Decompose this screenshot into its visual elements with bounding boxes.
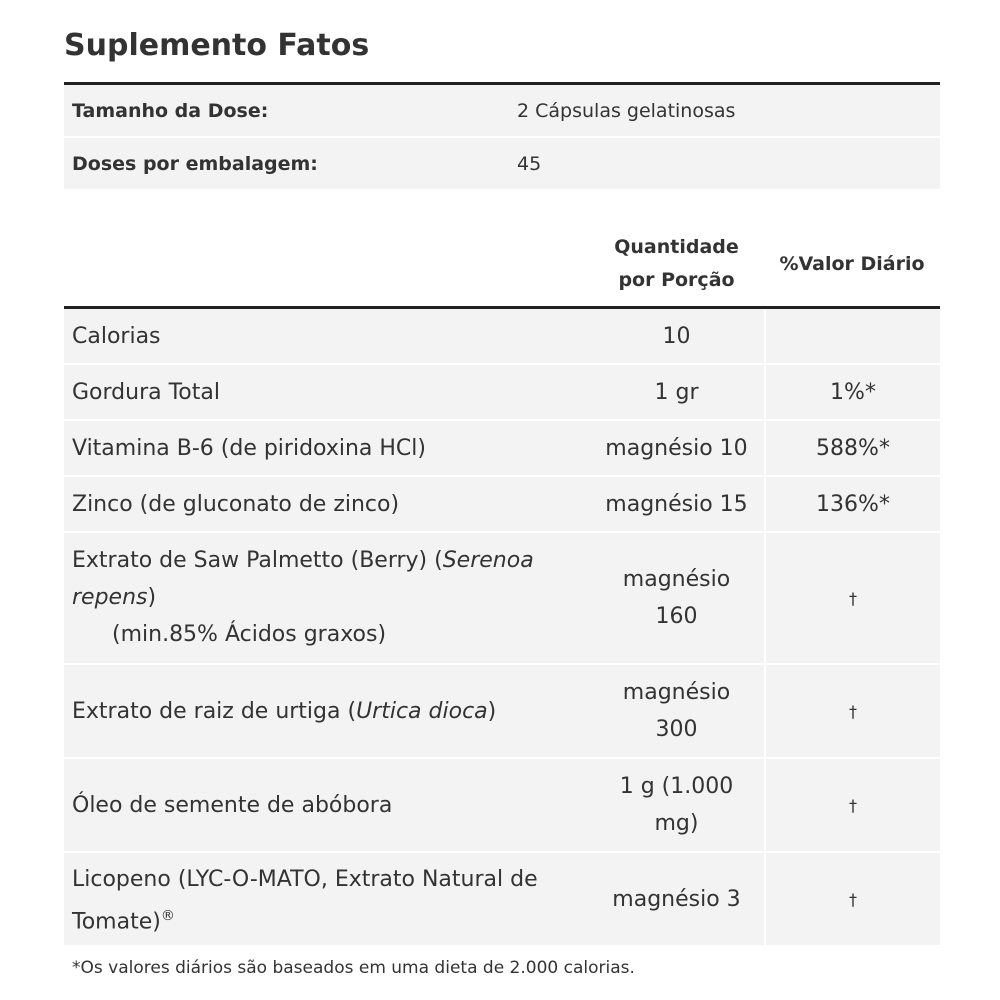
nutrient-amount xyxy=(589,665,764,757)
nutrient-name-text: Extrato de Saw Palmetto (Berry) ( xyxy=(72,548,443,573)
amount-header-line1: Quantidade xyxy=(614,236,739,258)
nutrient-dv: † xyxy=(764,665,940,757)
daily-value-header: %Valor Diário xyxy=(779,253,925,275)
table-row xyxy=(64,853,940,947)
serving-size-row xyxy=(64,85,940,138)
nutrient-name-close: ) xyxy=(147,585,157,610)
amount-line2: 300 xyxy=(655,717,698,742)
nutrient-name-note: (min.85% Ácidos graxos) xyxy=(112,622,387,647)
nutrient-name-line2: Tomate) xyxy=(72,909,161,935)
amount-header-line2: por Porção xyxy=(618,269,735,291)
nutrient-dv: † xyxy=(764,533,940,663)
nutrient-latin-name: Serenoa repens xyxy=(72,548,534,610)
nutrient-name-line1: Licopeno (LYC-O-MATO, Extrato Natural de xyxy=(72,867,538,892)
nutrient-amount: 10 xyxy=(662,323,691,349)
servings-per-container-value: 45 xyxy=(517,152,542,175)
nutrient-amount xyxy=(589,533,764,663)
servings-per-container-row xyxy=(64,138,940,191)
nutrient-table-header xyxy=(64,222,940,309)
nutrient-name xyxy=(64,533,589,663)
nutrient-name: Vitamina B-6 (de piridoxina HCl) xyxy=(72,435,426,461)
page-title: Suplemento Fatos xyxy=(64,28,370,63)
nutrient-amount: magnésio 3 xyxy=(612,886,741,912)
nutrient-dv: 136%* xyxy=(764,477,940,531)
nutrient-dv: † xyxy=(764,853,940,945)
footnote: *Os valores diários são baseados em uma dieta de 2.000 calorias. xyxy=(72,958,635,978)
nutrient-name-text: Extrato de raiz de urtiga ( xyxy=(72,698,357,724)
nutrient-amount: magnésio 15 xyxy=(605,491,748,517)
nutrient-dv xyxy=(764,309,940,363)
nutrient-name: Gordura Total xyxy=(72,379,220,405)
nutrient-dv: 588%* xyxy=(764,421,940,475)
table-row xyxy=(64,759,940,853)
serving-info-table xyxy=(64,82,940,191)
nutrient-dv: † xyxy=(764,759,940,851)
nutrient-name xyxy=(64,853,589,945)
table-row xyxy=(64,309,940,365)
table-row xyxy=(64,665,940,759)
amount-line1: magnésio xyxy=(622,567,731,592)
table-row xyxy=(64,533,940,665)
servings-per-container-label: Doses por embalagem: xyxy=(72,152,318,175)
amount-line1: magnésio xyxy=(622,680,731,705)
nutrient-dv: 1%* xyxy=(764,365,940,419)
amount-line2: 160 xyxy=(655,604,698,629)
table-row xyxy=(64,421,940,477)
nutrient-amount: magnésio 10 xyxy=(605,435,748,461)
nutrient-amount: 1 gr xyxy=(654,379,699,405)
nutrient-name-close: ) xyxy=(487,698,497,724)
nutrient-name: Zinco (de gluconato de zinco) xyxy=(72,491,400,517)
registered-mark: ® xyxy=(160,908,175,924)
table-row xyxy=(64,477,940,533)
nutrient-name xyxy=(64,665,589,757)
serving-size-value: 2 Cápsulas gelatinosas xyxy=(517,99,736,122)
nutrient-amount xyxy=(589,759,764,851)
amount-line2: mg) xyxy=(654,811,699,836)
table-row xyxy=(64,365,940,421)
nutrient-latin-name: Urtica dioca xyxy=(356,698,488,724)
amount-line1: 1 g (1.000 xyxy=(619,774,734,799)
amount-header xyxy=(589,231,764,297)
nutrient-table xyxy=(64,222,940,947)
serving-size-label: Tamanho da Dose: xyxy=(72,99,269,122)
nutrient-name: Calorias xyxy=(72,323,161,349)
nutrient-name: Óleo de semente de abóbora xyxy=(72,792,393,818)
